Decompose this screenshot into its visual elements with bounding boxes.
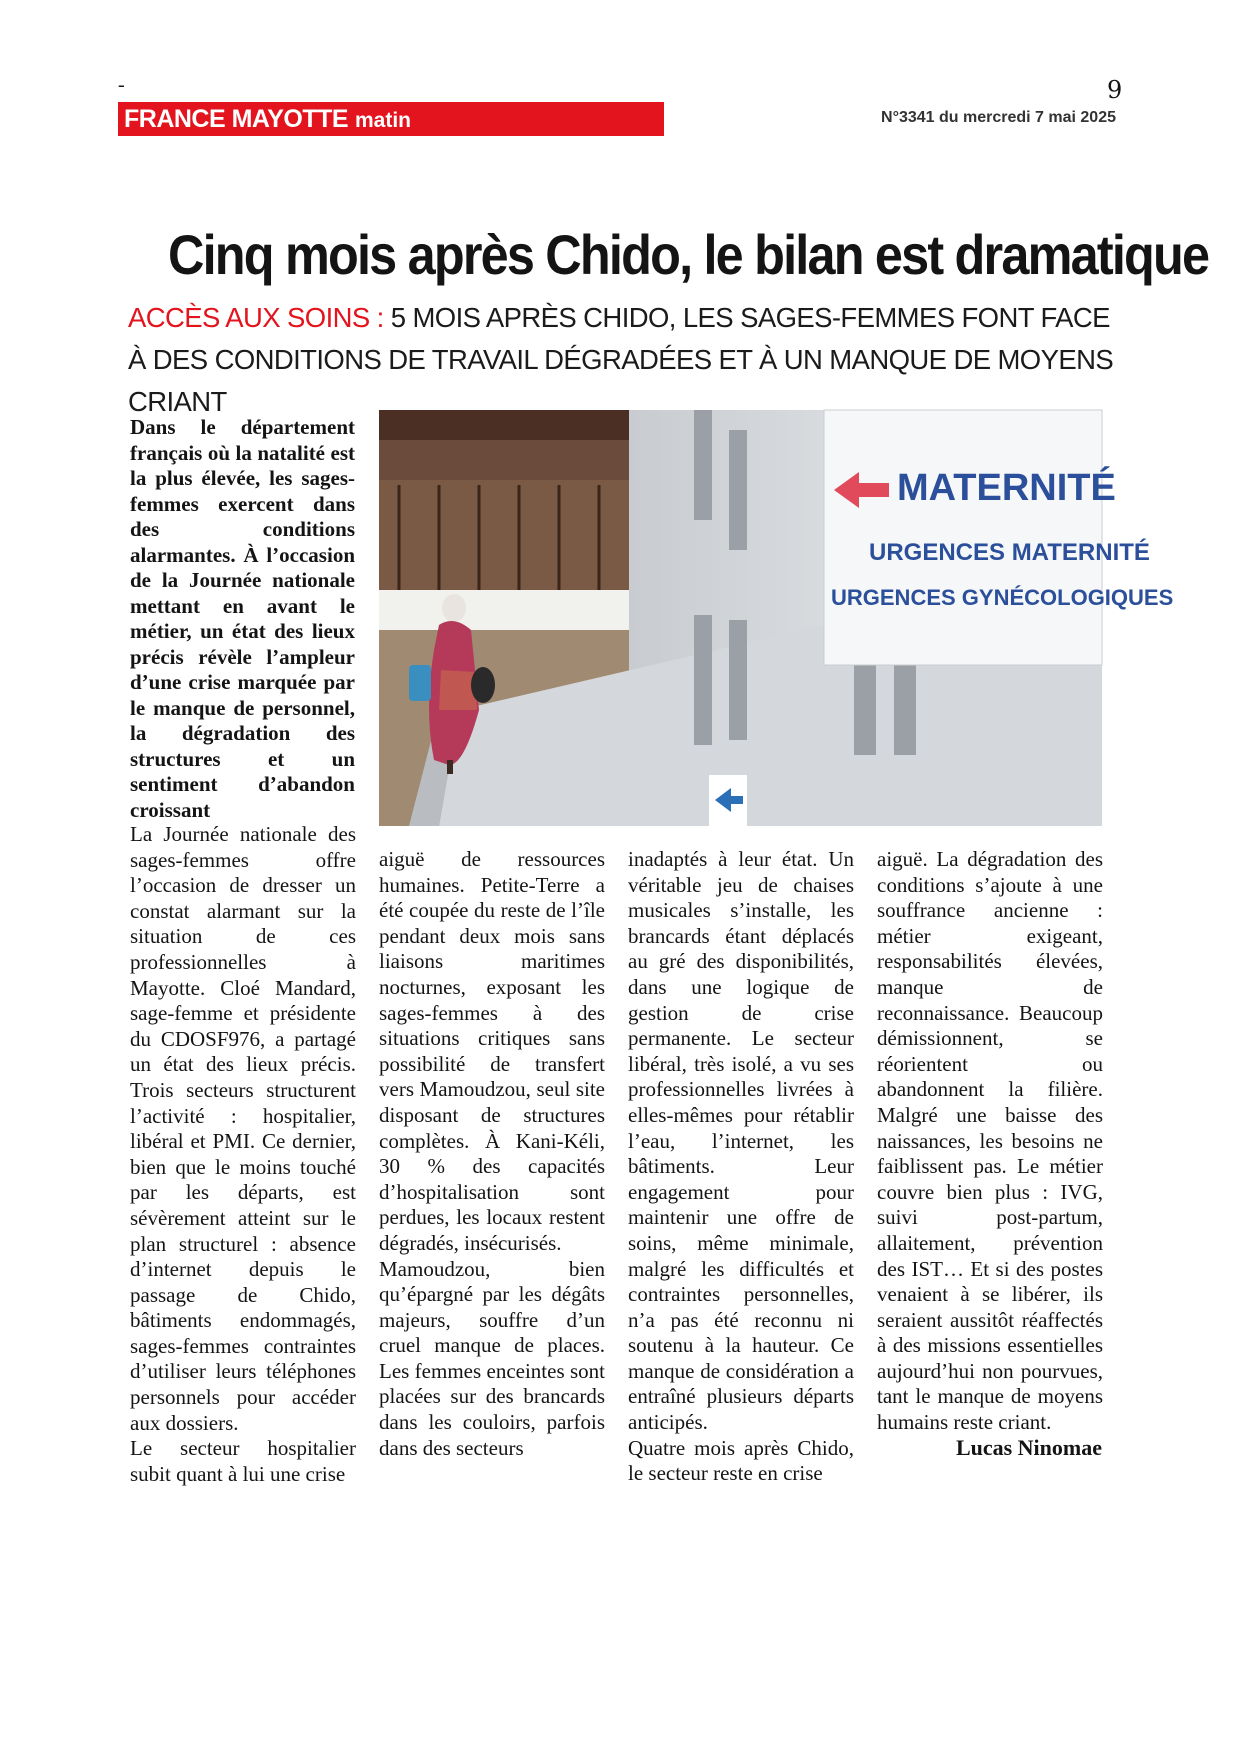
masthead-subtitle: matin: [354, 109, 411, 132]
sign-urgences-maternite-text: URGENCES MATERNITÉ: [869, 539, 1150, 566]
column-paragraph: aiguë de ressources humaines. Petite-Terre a été coupée du reste de l’île pendant deux mois sans liaisons maritimes nocturnes, exposant les sages-femmes à des situations critiques sans possibilité de transfert vers Mamoudzou, seul site disposant de structures complètes. À Kani-Kéli, 30 % des capacités d’hospitalisation sont perdues, les locaux restent dégradés, insécurisés.: [379, 847, 605, 1255]
page-number: 9: [1107, 76, 1123, 104]
masthead-banner: [118, 102, 664, 136]
article-headline: Cinq mois après Chido, le bilan est dramatique: [168, 223, 1209, 286]
sign-maternite-text: MATERNITÉ: [897, 467, 1116, 509]
article-column-4: [877, 847, 1103, 1436]
issue-info: N°3341 du mercredi 7 mai 2025: [881, 109, 1116, 126]
column-paragraph: Le secteur hospitalier subit quant à lui une crise: [130, 1436, 356, 1486]
page-dash: -: [118, 74, 125, 96]
subhead-kicker: ACCÈS AUX SOINS :: [128, 302, 384, 333]
subhead-text: 5 MOIS APRÈS CHIDO, LES SAGES-FEMMES FONT FACE À DES CONDITIONS DE TRAVAIL DÉGRADÉES ET À UN MANQUE DE MOYENS CRIANT: [128, 302, 1114, 417]
sign-urgences-gyneco-text: URGENCES GYNÉCOLOGIQUES: [831, 585, 1174, 610]
article-column-3: [628, 847, 854, 1487]
article-subhead: [128, 297, 1128, 423]
column-paragraph: aiguë. La dégradation des conditions s’ajoute à une souffrance ancienne : métier exigeant, responsabilités élevées, manque de reconnaissance. Beaucoup démissionnent, se réorientent ou abandonnent la filière. Malgré une baisse des naissances, les besoins ne faiblissent pas. Le métier couvre bien plus : IVG, suivi post-partum, allaitement, prévention des IST… Et si des postes venaient à se libérer, ils seraient aussitôt réaffectés à des missions essentielles aujourd’hui non pourvues, tant le manque de moyens humains reste criant.: [877, 847, 1103, 1435]
column-paragraph: inadaptés à leur état. Un véritable jeu de chaises musicales s’installe, les brancards étant déplacés au gré des disponibilités, dans une logique de gestion de crise permanente. Le secteur libéral, très isolé, a vu ses professionnelles livrées à elles-mêmes pour rétablir l’eau, l’internet, les bâtiments. Leur engagement pour maintenir une offre de soins, même minimale, malgré les difficultés et contraintes personnelles, n’a pas été reconnu ni soutenu à la hauteur. Ce manque de considération a entraîné plusieurs départs anticipés.: [628, 847, 854, 1435]
photo-illustration: [379, 410, 1174, 826]
article-byline: Lucas Ninomae: [955, 1435, 1102, 1460]
column-paragraph: Mamoudzou, bien qu’épargné par les dégâts majeurs, souffre d’un cruel manque de places. Les femmes enceintes sont placées sur des brancards dans les couloirs, parfois dans des secteurs: [379, 1256, 605, 1460]
article-column-2: [379, 847, 605, 1461]
article-photo: [379, 410, 1174, 826]
masthead-title: FRANCE MAYOTTE: [124, 105, 349, 133]
column-paragraph: Quatre mois après Chido, le secteur reste en crise: [628, 1435, 854, 1486]
article-column-1: [130, 822, 356, 1487]
article-lead: Dans le département français où la natalité est la plus élevée, les sages-femmes exercent dans des conditions alarmantes. À l’occasion de la Journée nationale mettant en avant le métier, un état des lieux précis révèle l’ampleur d’une crise marquée par le manque de personnel, la dégradation des structures et un sentiment d’abandon croissant: [130, 415, 355, 822]
column-paragraph: La Journée nationale des sages-femmes offre l’occasion de dresser un constat alarmant sur la situation de ces professionnelles à Mayotte. Cloé Mandard, sage-femme et présidente du CDOSF976, a partagé un état des lieux précis. Trois secteurs structurent l’activité : hospitalier, libéral et PMI. Ce dernier, bien que le moins touché par les départs, est sévèrement atteint sur le plan structurel : absence d’internet depuis le passage de Chido, bâtiments endommagés, sages-femmes contraintes d’utiliser leurs téléphones personnels pour accéder aux dossiers.: [130, 822, 356, 1435]
